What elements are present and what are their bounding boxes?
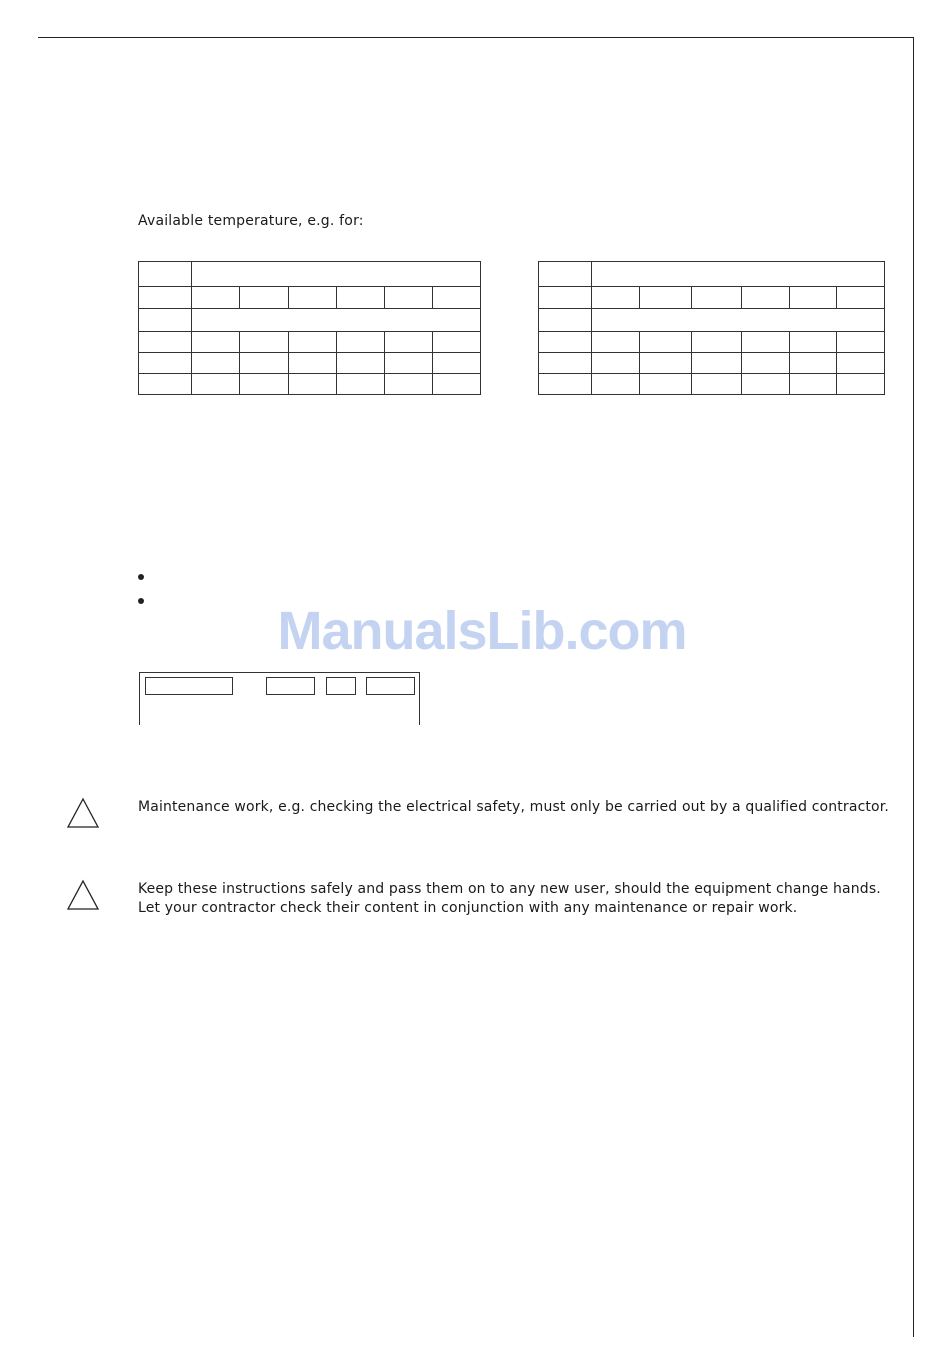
rating-plate-field	[326, 677, 356, 695]
table-cell	[192, 262, 481, 287]
available-temperature-heading: Available temperature, e.g. for:	[138, 213, 364, 229]
table-row	[139, 309, 481, 332]
warning-triangle-icon	[66, 879, 100, 911]
table-cell	[741, 287, 789, 309]
table-cell	[337, 374, 385, 395]
table-cell	[337, 353, 385, 374]
table-cell	[192, 332, 240, 353]
table-cell	[139, 353, 192, 374]
table-cell	[192, 353, 240, 374]
warning-maintenance-text	[138, 798, 898, 817]
table-cell	[789, 332, 836, 353]
table-row	[539, 374, 885, 395]
table-cell	[289, 332, 337, 353]
table-cell	[640, 332, 692, 353]
table-cell	[592, 309, 885, 332]
warning-line: Let your contractor check their content in conjunction with any maintenance or repair work.	[138, 900, 798, 916]
table-cell	[692, 353, 741, 374]
warning-line: Keep these instructions safely and pass them on to any new user, should the equipment change hands.	[138, 881, 881, 897]
table-cell	[433, 374, 481, 395]
table-row	[139, 332, 481, 353]
table-cell	[139, 287, 192, 309]
table-cell	[539, 287, 592, 309]
rating-plate-field	[266, 677, 315, 695]
table-cell	[192, 374, 240, 395]
table-cell	[539, 353, 592, 374]
table-cell	[640, 374, 692, 395]
table-row	[539, 262, 885, 287]
table-cell	[192, 309, 481, 332]
table-cell	[433, 287, 481, 309]
table-row	[139, 353, 481, 374]
page-border-top	[38, 37, 914, 38]
table-cell	[289, 374, 337, 395]
table-cell	[592, 262, 885, 287]
table-cell	[385, 287, 433, 309]
table-cell	[539, 309, 592, 332]
table-cell	[539, 332, 592, 353]
table-cell	[539, 374, 592, 395]
table-cell	[139, 374, 192, 395]
table-cell	[741, 332, 789, 353]
table-cell	[139, 332, 192, 353]
table-row	[139, 262, 481, 287]
table-cell	[836, 287, 884, 309]
warning-keep-instructions-text	[138, 880, 898, 918]
table-cell	[692, 287, 741, 309]
table-cell	[385, 332, 433, 353]
table-cell	[433, 332, 481, 353]
rating-plate-field	[145, 677, 233, 695]
table-cell	[741, 374, 789, 395]
table-cell	[592, 332, 640, 353]
table-cell	[789, 374, 836, 395]
table-cell	[789, 353, 836, 374]
rating-plate-field	[366, 677, 415, 695]
watermark: ManualsLib.com	[277, 601, 687, 661]
table-cell	[240, 287, 289, 309]
table-cell	[433, 353, 481, 374]
table-cell	[692, 374, 741, 395]
table-cell	[592, 353, 640, 374]
table-cell	[337, 287, 385, 309]
table-row	[139, 287, 481, 309]
table-cell	[139, 262, 192, 287]
table-cell	[337, 332, 385, 353]
table-cell	[192, 287, 240, 309]
temperature-table-left	[138, 261, 481, 395]
table-cell	[139, 309, 192, 332]
table-cell	[240, 353, 289, 374]
table-cell	[385, 353, 433, 374]
table-cell	[240, 332, 289, 353]
table-cell	[640, 287, 692, 309]
warning-triangle-icon	[66, 797, 100, 829]
table-cell	[240, 374, 289, 395]
table-cell	[836, 332, 884, 353]
bullet-point	[138, 574, 146, 582]
table-cell	[289, 353, 337, 374]
table-cell	[692, 332, 741, 353]
table-cell	[789, 287, 836, 309]
table-row	[539, 309, 885, 332]
table-cell	[741, 353, 789, 374]
table-cell	[640, 353, 692, 374]
table-cell	[592, 374, 640, 395]
table-row	[139, 374, 481, 395]
warning-line: Maintenance work, e.g. checking the electrical safety, must only be carried out by a qualified contractor.	[138, 799, 889, 815]
table-row	[539, 332, 885, 353]
table-cell	[539, 262, 592, 287]
table-cell	[836, 374, 884, 395]
page-border-right	[913, 37, 914, 1337]
temperature-table-right	[538, 261, 885, 395]
table-cell	[385, 374, 433, 395]
rating-plate-diagram	[139, 672, 420, 725]
table-row	[539, 287, 885, 309]
table-cell	[592, 287, 640, 309]
table-cell	[289, 287, 337, 309]
table-row	[539, 353, 885, 374]
table-cell	[836, 353, 884, 374]
